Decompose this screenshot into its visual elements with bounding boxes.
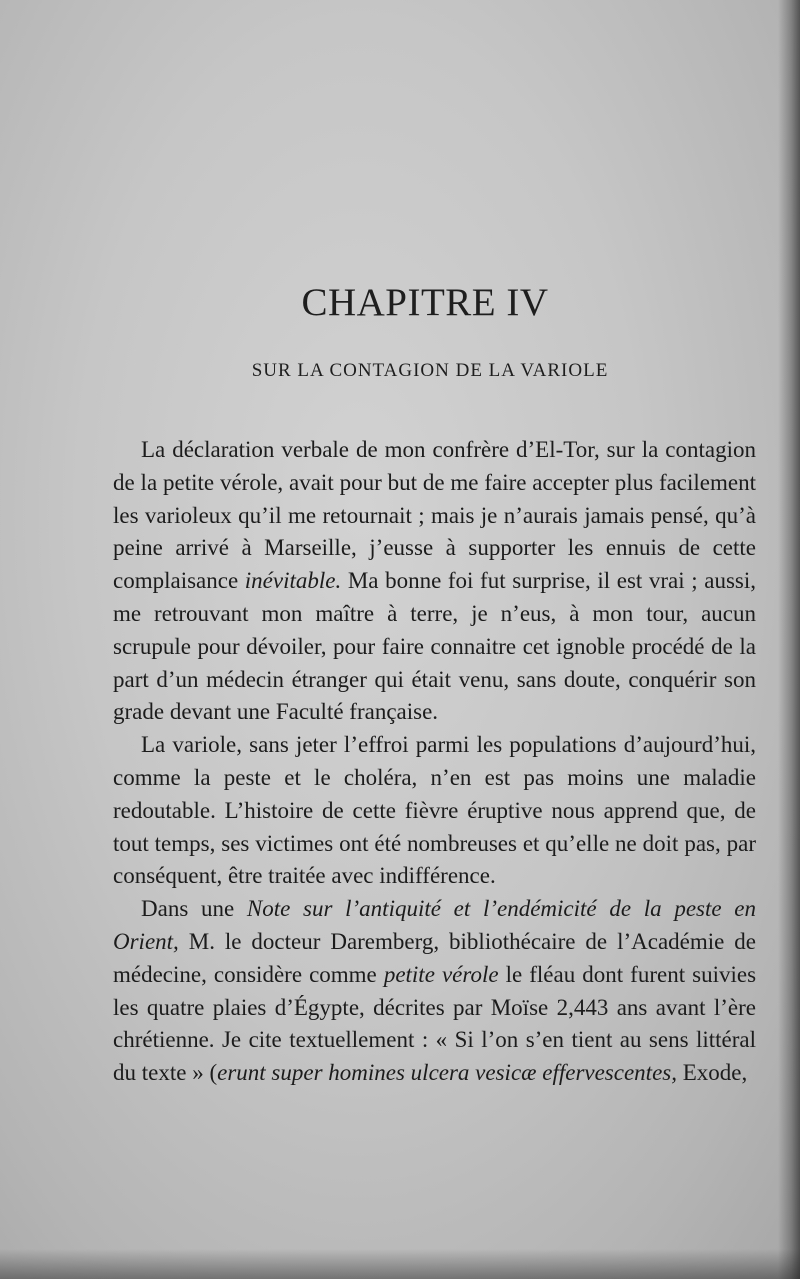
text-run: Dans une — [141, 896, 247, 922]
italic-run: Note sur l’antiquité et l’endémicité de la peste en Orient, — [113, 896, 756, 954]
page-bottom-shadow — [0, 1249, 800, 1279]
text-run: Ma bonne foi fut surprise, il est vrai ; aussi, me retrouvant mon maître à terre, je n’eus, à mon tour, aucun scrupule pour dévoiler, pour faire connaitre cet ignoble procédé de la part d’un médecin étranger qui était venu, sans doute, conquérir son grade devant une Faculté française. — [113, 568, 757, 725]
italic-run: inévitable. — [244, 568, 342, 594]
text-run: le fléau dont furent suivies les quatre plaies d’Égypte, décrites par Moïse 2,443 ans avant l’ère chrétienne. Je cite textuellement : « Si l’on s’en tient au sens littéral du texte » ( — [113, 961, 757, 1086]
paragraph-1 — [113, 434, 756, 729]
chapter-subtitle: SUR LA CONTAGION DE LA VARIOLE — [251, 360, 609, 381]
chapter-title: CHAPITRE IV — [301, 281, 549, 324]
text-run: La variole, sans jeter l’effroi parmi les populations d’aujourd’hui, comme la peste et le choléra, n’en est pas moins une maladie redoutable. L’histoire de cette fièvre éruptive nous apprend que, de tout temps, ses victimes ont été nombreuses et qu’elle ne doit pas, par conséquent, être traitée avec indifférence. — [113, 732, 756, 889]
page-edge-shadow — [778, 0, 800, 1279]
paragraph-2 — [113, 729, 756, 893]
body-text — [113, 434, 756, 1090]
text-run: Exode, — [676, 1060, 748, 1086]
italic-run: erunt super homines ulcera vesicæ effervescentes, — [217, 1060, 677, 1086]
italic-run: petite vérole — [383, 961, 499, 987]
paragraph-3 — [113, 893, 756, 1090]
text-run: M. le docteur Daremberg, bibliothécaire de l’Académie de médecine, considère comme — [113, 928, 756, 987]
text-run: La déclaration verbale de mon confrère d’El-Tor, sur la contagion de la petite vérole, avait pour but de me faire accepter plus facilement les varioleux qu’il me retournait ; mais je n’aurais jamais pensé, qu’à peine arrivé à Marseille, j’eusse à supporter les ennuis de cette complaisance — [113, 437, 756, 594]
